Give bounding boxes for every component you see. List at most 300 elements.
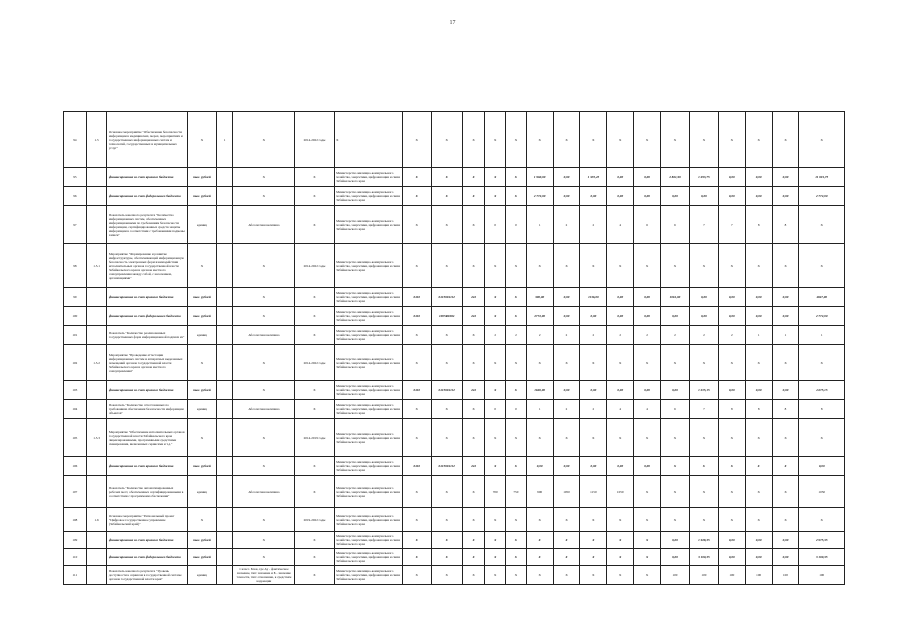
row-value-cell: Х — [485, 244, 506, 288]
row-ratio-cell — [216, 419, 233, 457]
row-method-cell: Х — [233, 381, 295, 400]
table-row — [64, 345, 845, 381]
row-value-cell: Х — [607, 508, 634, 532]
row-method-cell: Х — [233, 508, 295, 532]
row-value-cell: 2 — [553, 326, 580, 345]
row-method-cell: Х — [233, 187, 295, 206]
row-value-cell: 0,00 — [580, 457, 607, 476]
row-responsible-cell: Министерство жилищно-коммунального хозяйства, энергетики, цифровизации и связи Забайкальского края — [334, 381, 402, 400]
row-value-cell: 3 100,35 — [689, 549, 718, 566]
row-value-cell: 0,00 — [745, 288, 772, 307]
row-value-cell: 8 — [799, 400, 845, 419]
row-value-cell: 242 — [462, 288, 485, 307]
row-value-cell: Х — [526, 566, 553, 585]
row-unit-cell: Х — [187, 419, 216, 457]
row-ratio-cell — [216, 508, 233, 532]
row-value-cell: Х — [799, 508, 845, 532]
row-value-cell: 0410 — [402, 288, 431, 307]
row-value-cell: Х — [689, 244, 718, 288]
row-method-cell: Х — [233, 244, 295, 288]
row-code-cell — [86, 187, 107, 206]
row-method-cell: Х — [233, 419, 295, 457]
row-value-cell: Х — [580, 532, 607, 549]
row-value-cell: Х — [580, 566, 607, 585]
table-row — [64, 206, 845, 244]
row-value-cell: 0,00 — [718, 187, 745, 206]
row-value-cell: 0,00 — [607, 187, 634, 206]
row-value-cell: Х — [689, 112, 718, 168]
row-value-cell: Х — [634, 549, 661, 566]
table-row — [64, 381, 845, 400]
row-value-cell: 1005R0284 — [431, 307, 462, 326]
row-value-cell: Х — [526, 345, 553, 381]
row-name-cell: Основное мероприятие "Региональный проект "Цифровое государственное управление (Забайкальский край)" — [107, 508, 188, 532]
page-number: 17 — [449, 20, 456, 26]
row-name-cell: Основное мероприятие "Обеспечение безопасности информации в медицинских, мерах, мероприятиях и государственных информационных систем и технологий, государственных и муниципальных услуг" — [107, 112, 188, 168]
row-value-cell: 0,00 — [772, 168, 799, 187]
row-value-cell: 242 — [462, 381, 485, 400]
row-value-cell: 7 — [718, 206, 745, 244]
row-value-cell: Х — [772, 244, 799, 288]
row-value-cell: 0,00 — [772, 549, 799, 566]
row-code-cell: 1.5.2 — [86, 345, 107, 381]
row-number-cell: 111 — [64, 566, 87, 585]
row-value-cell: 0,00 — [689, 307, 718, 326]
row-method-cell: 1 класс. Блок, где Ау - фактическое значение, тип: значение и Б - значение точности, тип: отношение, к средствам коррекции — [233, 566, 295, 585]
row-value-cell: Х — [634, 532, 661, 549]
row-value-cell: Х — [402, 400, 431, 419]
row-value-cell: Х — [431, 476, 462, 508]
row-unit-cell: единиц — [187, 400, 216, 419]
row-value-cell: Х — [661, 476, 690, 508]
row-name-cell: Показатель "Количество реализованных государственных форм информационной подписи из" — [107, 326, 188, 345]
row-period-cell: Х — [295, 566, 334, 585]
row-value-cell: 2 772,00 — [799, 307, 845, 326]
row-value-cell: 0 — [485, 400, 506, 419]
row-value-cell: Х — [580, 244, 607, 288]
row-value-cell: 6 — [634, 206, 661, 244]
row-value-cell: Х — [506, 549, 527, 566]
row-period-cell: Х — [295, 457, 334, 476]
row-number-cell: 107 — [64, 476, 87, 508]
row-value-cell: 1 335,45 — [580, 168, 607, 187]
row-value-cell: 2 — [526, 326, 553, 345]
row-period-cell: Х — [295, 400, 334, 419]
row-value-cell: 1 — [799, 326, 845, 345]
row-value-cell: Х — [431, 187, 462, 206]
row-method-cell: Абсолютная величина — [233, 206, 295, 244]
row-value-cell: 8 — [745, 400, 772, 419]
row-value-cell: 2 — [634, 326, 661, 345]
row-value-cell: Х — [402, 206, 431, 244]
row-period-cell: Х — [295, 288, 334, 307]
row-value-cell: 0,00 — [580, 307, 607, 326]
row-value-cell: Х — [553, 508, 580, 532]
row-method-cell: Х — [233, 288, 295, 307]
row-unit-cell: тыс. рублей — [187, 549, 216, 566]
table-row — [64, 244, 845, 288]
row-ratio-cell — [216, 187, 233, 206]
row-value-cell: 2 — [506, 326, 527, 345]
row-code-cell: 1.5 — [86, 112, 107, 168]
table-row — [64, 288, 845, 307]
row-ratio-cell — [216, 457, 233, 476]
row-value-cell: Х — [506, 419, 527, 457]
row-value-cell: 0,00 — [718, 549, 745, 566]
row-value-cell: Х — [607, 112, 634, 168]
row-value-cell: Х — [553, 244, 580, 288]
row-value-cell: Х — [431, 549, 462, 566]
row-value-cell: 4 675,15 — [799, 381, 845, 400]
row-unit-cell: тыс. рублей — [187, 307, 216, 326]
row-value-cell: Х — [485, 381, 506, 400]
row-value-cell: Х — [431, 168, 462, 187]
row-value-cell: Х — [506, 532, 527, 549]
row-responsible-cell: Министерство жилищно-коммунального хозяйства, энергетики, цифровизации и связи Забайкальского края — [334, 549, 402, 566]
row-code-cell — [86, 549, 107, 566]
row-unit-cell: тыс. рублей — [187, 288, 216, 307]
row-value-cell: Х — [462, 508, 485, 532]
row-value-cell: Х — [799, 244, 845, 288]
row-ratio-cell: 1 — [216, 112, 233, 168]
row-value-cell: 1 928,35 — [689, 532, 718, 549]
row-value-cell: 0,00 — [661, 549, 690, 566]
row-number-cell: 109 — [64, 532, 87, 549]
row-value-cell: 1 — [772, 326, 799, 345]
row-value-cell: 2 — [553, 400, 580, 419]
row-method-cell: Х — [233, 168, 295, 187]
table-row — [64, 566, 845, 585]
row-value-cell: 0,00 — [607, 457, 634, 476]
row-value-cell: Х — [506, 457, 527, 476]
row-value-cell: Х — [553, 345, 580, 381]
row-value-cell: Х — [772, 345, 799, 381]
row-value-cell: 8 — [772, 206, 799, 244]
row-ratio-cell — [216, 288, 233, 307]
row-value-cell: 0415004112 — [431, 457, 462, 476]
row-ratio-cell — [216, 345, 233, 381]
row-value-cell: 0,00 — [745, 381, 772, 400]
row-value-cell: Х — [402, 244, 431, 288]
row-value-cell: 2 — [580, 400, 607, 419]
row-value-cell: Х — [607, 345, 634, 381]
row-value-cell: 2 — [689, 326, 718, 345]
row-value-cell: Х — [485, 187, 506, 206]
row-value-cell: Х — [462, 566, 485, 585]
row-code-cell — [86, 307, 107, 326]
row-number-cell: 97 — [64, 206, 87, 244]
row-value-cell: 0,00 — [553, 288, 580, 307]
row-value-cell: Х — [553, 532, 580, 549]
row-value-cell: 100 — [718, 566, 745, 585]
row-value-cell: Х — [689, 457, 718, 476]
row-method-cell: Х — [233, 307, 295, 326]
row-number-cell: 108 — [64, 508, 87, 532]
row-value-cell: Х — [745, 457, 772, 476]
row-value-cell: Х — [607, 549, 634, 566]
row-code-cell — [86, 532, 107, 549]
row-name-cell: Показатель "Количество аттестованных по требованиям обеспечения безопасности информации объектов" — [107, 400, 188, 419]
table-row — [64, 549, 845, 566]
row-value-cell: Х — [607, 566, 634, 585]
row-name-cell: Показатель конечного результата "Уровень доступности к сервисам в государственной системе органов государственной власти края" — [107, 566, 188, 585]
row-value-cell: Х — [553, 112, 580, 168]
table-row — [64, 326, 845, 345]
row-value-cell: Х — [772, 112, 799, 168]
row-value-cell: Х — [580, 419, 607, 457]
row-value-cell: 0,00 — [634, 187, 661, 206]
row-ratio-cell — [216, 566, 233, 585]
row-number-cell: 100 — [64, 307, 87, 326]
row-value-cell: Х — [772, 457, 799, 476]
row-value-cell: 300,00 — [526, 288, 553, 307]
row-responsible-cell: Министерство жилищно-коммунального хозяйства, энергетики, цифровизации и связи Забайкальского края — [334, 326, 402, 345]
row-ratio-cell — [216, 400, 233, 419]
row-value-cell: Х — [402, 419, 431, 457]
row-value-cell: Х — [718, 112, 745, 168]
row-value-cell: Х — [462, 400, 485, 419]
row-code-cell — [86, 566, 107, 585]
row-value-cell: 2 — [553, 206, 580, 244]
row-value-cell: Х — [485, 532, 506, 549]
row-value-cell: 0,00 — [745, 187, 772, 206]
row-name-cell: финансирование за счет федерального бюджета — [107, 187, 188, 206]
row-name-cell: Показатель конечного результата "Количество информационных систем, обеспеченных информационными по требованиям безопасности информации, сертифицированных средств защиты информации в соответствии с требованиями подмены записи" — [107, 206, 188, 244]
row-value-cell: Х — [718, 508, 745, 532]
row-value-cell: 1050 — [607, 476, 634, 508]
row-value-cell: 2772,00 — [526, 307, 553, 326]
row-ratio-cell — [216, 476, 233, 508]
row-value-cell: 0,00 — [661, 307, 690, 326]
row-value-cell: 1050 — [799, 476, 845, 508]
row-value-cell: 0,00 — [607, 168, 634, 187]
row-value-cell: 750 — [506, 476, 527, 508]
row-unit-cell: тыс. рублей — [187, 168, 216, 187]
row-responsible-cell: Министерство жилищно-коммунального хозяйства, энергетики, цифровизации и связи Забайкальского края — [334, 307, 402, 326]
row-value-cell: Х — [553, 566, 580, 585]
row-value-cell: 2 — [718, 326, 745, 345]
row-method-cell: Х — [233, 549, 295, 566]
row-value-cell: 0,00 — [718, 532, 745, 549]
row-value-cell: Х — [485, 307, 506, 326]
row-value-cell: 7 — [689, 206, 718, 244]
row-value-cell: 0,00 — [745, 549, 772, 566]
row-value-cell: 0410 — [402, 307, 431, 326]
row-value-cell: Х — [689, 476, 718, 508]
row-value-cell: 0415004112 — [431, 381, 462, 400]
row-value-cell: 0410 — [402, 457, 431, 476]
row-responsible-cell: Министерство жилищно-коммунального хозяйства, энергетики, цифровизации и связи Забайкальского края — [334, 532, 402, 549]
row-value-cell: Х — [506, 288, 527, 307]
row-value-cell: Х — [772, 419, 799, 457]
row-value-cell: 0,00 — [634, 307, 661, 326]
row-responsible-cell: Министерство жилищно-коммунального хозяйства, энергетики, цифровизации и связи Забайкальского края — [334, 345, 402, 381]
row-value-cell: Х — [772, 476, 799, 508]
row-code-cell: 1.6 — [86, 508, 107, 532]
row-value-cell: Х — [506, 508, 527, 532]
row-ratio-cell — [216, 532, 233, 549]
row-period-cell: 2014-2022 годы — [295, 244, 334, 288]
row-value-cell: Х — [431, 419, 462, 457]
row-number-cell: 105 — [64, 419, 87, 457]
row-value-cell: Х — [689, 345, 718, 381]
row-number-cell: 101 — [64, 326, 87, 345]
row-ratio-cell — [216, 326, 233, 345]
row-responsible-cell: Министерство жилищно-коммунального хозяйства, энергетики, цифровизации и связи Забайкальского края — [334, 168, 402, 187]
row-value-cell: 0,00 — [745, 307, 772, 326]
row-value-cell: 0,00 — [661, 187, 690, 206]
table-row — [64, 187, 845, 206]
row-value-cell: 0,00 — [772, 532, 799, 549]
row-value-cell: Х — [634, 345, 661, 381]
row-value-cell: 8 — [745, 206, 772, 244]
table-row — [64, 307, 845, 326]
row-name-cell: финансирование за счет федерального бюджета — [107, 307, 188, 326]
row-period-cell: 2014-2022 годы — [295, 112, 334, 168]
row-value-cell: Х — [526, 532, 553, 549]
row-value-cell: Х — [506, 187, 527, 206]
row-value-cell: 0,00 — [661, 532, 690, 549]
row-value-cell: Х — [431, 400, 462, 419]
row-value-cell: Х — [431, 508, 462, 532]
row-ratio-cell — [216, 168, 233, 187]
row-value-cell: 100 — [745, 566, 772, 585]
row-value-cell: 6 — [661, 400, 690, 419]
row-value-cell: 0,00 — [580, 187, 607, 206]
row-value-cell: Х — [431, 206, 462, 244]
row-value-cell: Х — [462, 549, 485, 566]
row-value-cell: 1 — [526, 206, 553, 244]
row-number-cell: 98 — [64, 244, 87, 288]
row-value-cell: 0 — [485, 206, 506, 244]
row-value-cell: 2 861,90 — [661, 168, 690, 187]
row-value-cell: Х — [745, 508, 772, 532]
row-unit-cell: Х — [187, 508, 216, 532]
row-value-cell: Х — [745, 476, 772, 508]
row-value-cell: Х — [526, 112, 553, 168]
row-value-cell: Х — [431, 112, 462, 168]
row-value-cell: Х — [485, 112, 506, 168]
row-value-cell: 2 772,00 — [526, 187, 553, 206]
row-value-cell: Х — [607, 244, 634, 288]
row-value-cell: 0,00 — [689, 187, 718, 206]
row-value-cell: 1150 — [580, 476, 607, 508]
row-value-cell: 0,00 — [553, 381, 580, 400]
row-value-cell: 0,00 — [745, 168, 772, 187]
row-value-cell: Х — [462, 476, 485, 508]
row-value-cell: Х — [431, 244, 462, 288]
row-ratio-cell — [216, 307, 233, 326]
row-value-cell: 0 — [506, 206, 527, 244]
row-value-cell: Х — [462, 532, 485, 549]
row-value-cell: Х — [402, 112, 431, 168]
row-value-cell: Х — [661, 508, 690, 532]
row-method-cell: Х — [233, 532, 295, 549]
row-period-cell: Х — [295, 476, 334, 508]
table-row — [64, 508, 845, 532]
row-value-cell: Х — [506, 381, 527, 400]
row-value-cell: 2 — [580, 326, 607, 345]
row-value-cell: Х — [506, 566, 527, 585]
row-value-cell: Х — [580, 345, 607, 381]
row-period-cell: Х — [295, 532, 334, 549]
row-value-cell: 0,00 — [634, 288, 661, 307]
row-value-cell: Х — [462, 168, 485, 187]
row-value-cell: 8 — [718, 400, 745, 419]
row-value-cell: 8 — [772, 400, 799, 419]
row-value-cell: Х — [799, 345, 845, 381]
row-value-cell: 1 960,00 — [526, 168, 553, 187]
row-value-cell: 100 — [689, 566, 718, 585]
row-method-cell: Абсолютная величина — [233, 326, 295, 345]
row-value-cell: 1 — [745, 326, 772, 345]
row-value-cell: 0,00 — [553, 187, 580, 206]
row-code-cell — [86, 168, 107, 187]
row-ratio-cell — [216, 549, 233, 566]
row-value-cell: Х — [745, 244, 772, 288]
row-value-cell: Х — [634, 112, 661, 168]
table-row — [64, 532, 845, 549]
row-value-cell: 0,00 — [607, 288, 634, 307]
row-method-cell: Х — [233, 457, 295, 476]
row-method-cell: Абсолютная величина — [233, 400, 295, 419]
row-value-cell: Х — [661, 112, 690, 168]
row-code-cell — [86, 381, 107, 400]
row-value-cell: Х — [607, 419, 634, 457]
row-value-cell: 2 — [607, 326, 634, 345]
row-value-cell: Х — [580, 508, 607, 532]
row-value-cell: 0,00 — [745, 532, 772, 549]
row-value-cell: Х — [745, 112, 772, 168]
row-value-cell: 0,00 — [772, 288, 799, 307]
row-value-cell: Х — [462, 187, 485, 206]
row-value-cell: Х — [526, 549, 553, 566]
row-value-cell: Х — [402, 168, 431, 187]
row-value-cell: Х — [689, 508, 718, 532]
row-value-cell: 7 — [689, 400, 718, 419]
row-unit-cell: тыс. рублей — [187, 187, 216, 206]
row-value-cell: Х — [718, 457, 745, 476]
row-value-cell: Х — [689, 419, 718, 457]
row-value-cell: Х — [402, 549, 431, 566]
row-number-cell: 94 — [64, 112, 87, 168]
row-value-cell: Х — [772, 508, 799, 532]
row-value-cell: Х — [634, 566, 661, 585]
row-value-cell: Х — [526, 508, 553, 532]
row-value-cell: Х — [718, 345, 745, 381]
row-value-cell: Х — [580, 112, 607, 168]
row-value-cell: 0,00 — [634, 457, 661, 476]
row-value-cell: Х — [485, 288, 506, 307]
row-value-cell: Х — [462, 206, 485, 244]
row-value-cell: Х — [485, 549, 506, 566]
row-value-cell: 0,00 — [718, 307, 745, 326]
row-responsible-cell: Министерство жилищно-коммунального хозяйства, энергетики, цифровизации и связи Забайкальского края — [334, 244, 402, 288]
row-value-cell: 2 — [485, 326, 506, 345]
row-value-cell: Х — [506, 112, 527, 168]
row-name-cell: финансирование за счет краевого бюджета — [107, 168, 188, 187]
row-code-cell — [86, 326, 107, 345]
row-value-cell: 0,00 — [553, 307, 580, 326]
row-responsible-cell: Министерство жилищно-коммунального хозяйства, энергетики, цифровизации и связи Забайкальского края — [334, 566, 402, 585]
row-responsible-cell: Министерство жилищно-коммунального хозяйства, энергетики, цифровизации и связи Забайкальского края — [334, 476, 402, 508]
row-responsible-cell: Министерство жилищно-коммунального хозяйства, энергетики, цифровизации и связи Забайкальского края — [334, 508, 402, 532]
row-value-cell: Х — [506, 307, 527, 326]
row-value-cell: 0,00 — [718, 381, 745, 400]
row-value-cell: Х — [661, 345, 690, 381]
row-code-cell — [86, 206, 107, 244]
row-unit-cell: тыс. рублей — [187, 457, 216, 476]
